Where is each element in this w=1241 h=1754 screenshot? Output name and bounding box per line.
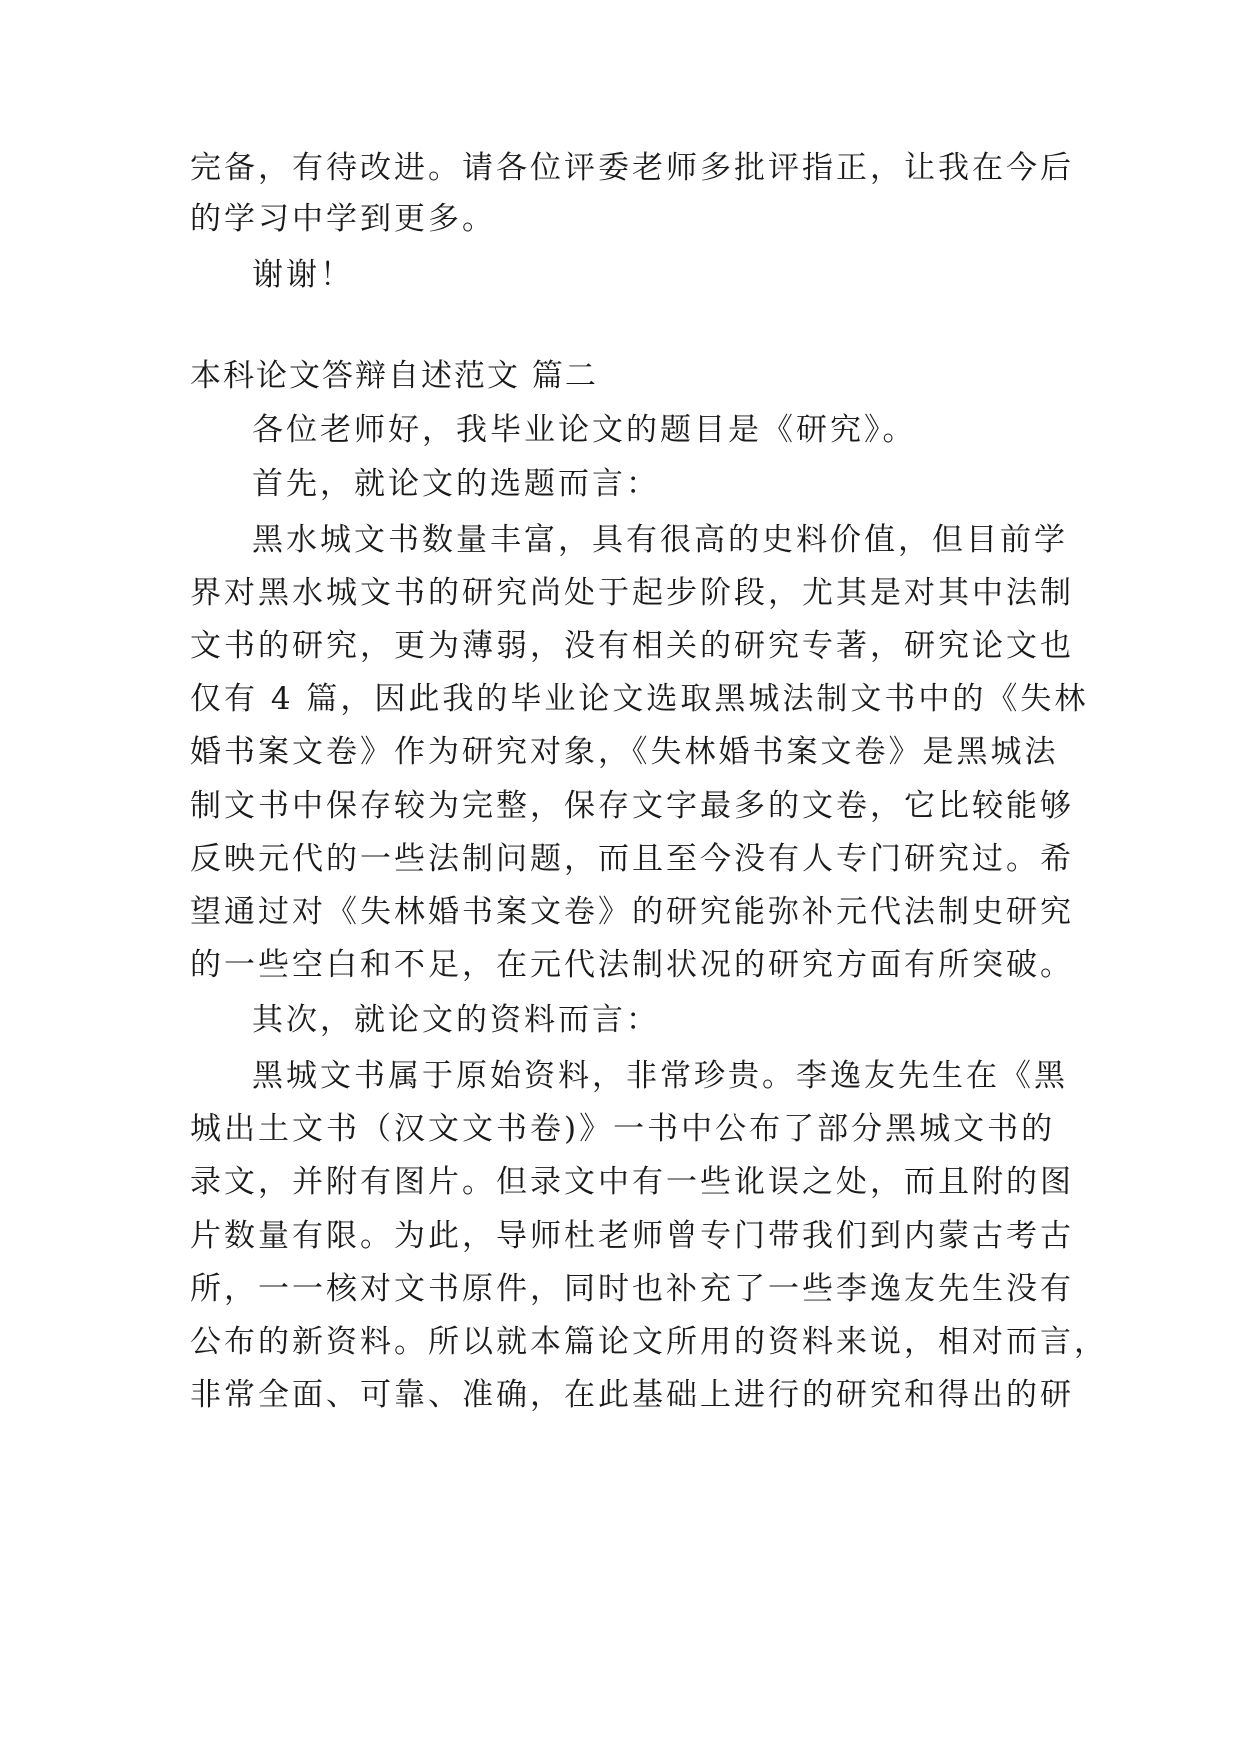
text-line: 的一些空白和不足，在元代法制状况的研究方面有所突破。 — [190, 947, 1074, 983]
text-line: 城出土文书（汉文文书卷)》一书中公布了部分黑城文书的 — [190, 1111, 1056, 1147]
text-line: 所，一一核对文书原件，同时也补充了一些李逸友先生没有 — [190, 1271, 1074, 1307]
text-line: 公布的新资料。所以就本篇论文所用的资料来说，相对而言， — [190, 1324, 1108, 1360]
text-line: 黑城文书属于原始资料，非常珍贵。李逸友先生在《黑 — [252, 1058, 1068, 1094]
text-line: 的学习中学到更多。 — [190, 201, 496, 237]
text-line: 制文书中保存较为完整，保存文字最多的文卷，它比较能够 — [190, 788, 1074, 824]
text-line: 录文，并附有图片。但录文中有一些讹误之处，而且附的图 — [190, 1164, 1074, 1200]
thanks-line: 谢谢！ — [252, 257, 354, 293]
section-title: 本科论文答辩自述范文 篇二 — [190, 358, 598, 394]
text-line: 完备，有待改进。请各位评委老师多批评指正，让我在今后 — [190, 150, 1074, 186]
text-line: 界对黑水城文书的研究尚处于起步阶段，尤其是对其中法制 — [190, 575, 1074, 611]
second-heading: 其次，就论文的资料而言： — [252, 1002, 660, 1038]
text-line: 非常全面、可靠、准确，在此基础上进行的研究和得出的研 — [190, 1377, 1074, 1413]
text-line: 反映元代的一些法制问题，而且至今没有人专门研究过。希 — [190, 841, 1074, 877]
text-line: 片数量有限。为此，导师杜老师曾专门带我们到内蒙古考古 — [190, 1218, 1074, 1254]
text-line: 文书的研究，更为薄弱，没有相关的研究专著，研究论文也 — [190, 628, 1074, 664]
text-line: 黑水城文书数量丰富，具有很高的史料价值，但目前学 — [252, 522, 1068, 558]
text-line: 望通过对《失林婚书案文卷》的研究能弥补元代法制史研究 — [190, 894, 1074, 930]
text-line: 婚书案文卷》作为研究对象，《失林婚书案文卷》是黑城法 — [190, 734, 1059, 770]
text-line: 仅有 4 篇，因此我的毕业论文选取黑城法制文书中的《失林 — [190, 681, 1089, 717]
first-heading: 首先，就论文的选题而言： — [252, 466, 660, 502]
greeting-line: 各位老师好，我毕业论文的题目是《研究》。 — [252, 412, 917, 448]
